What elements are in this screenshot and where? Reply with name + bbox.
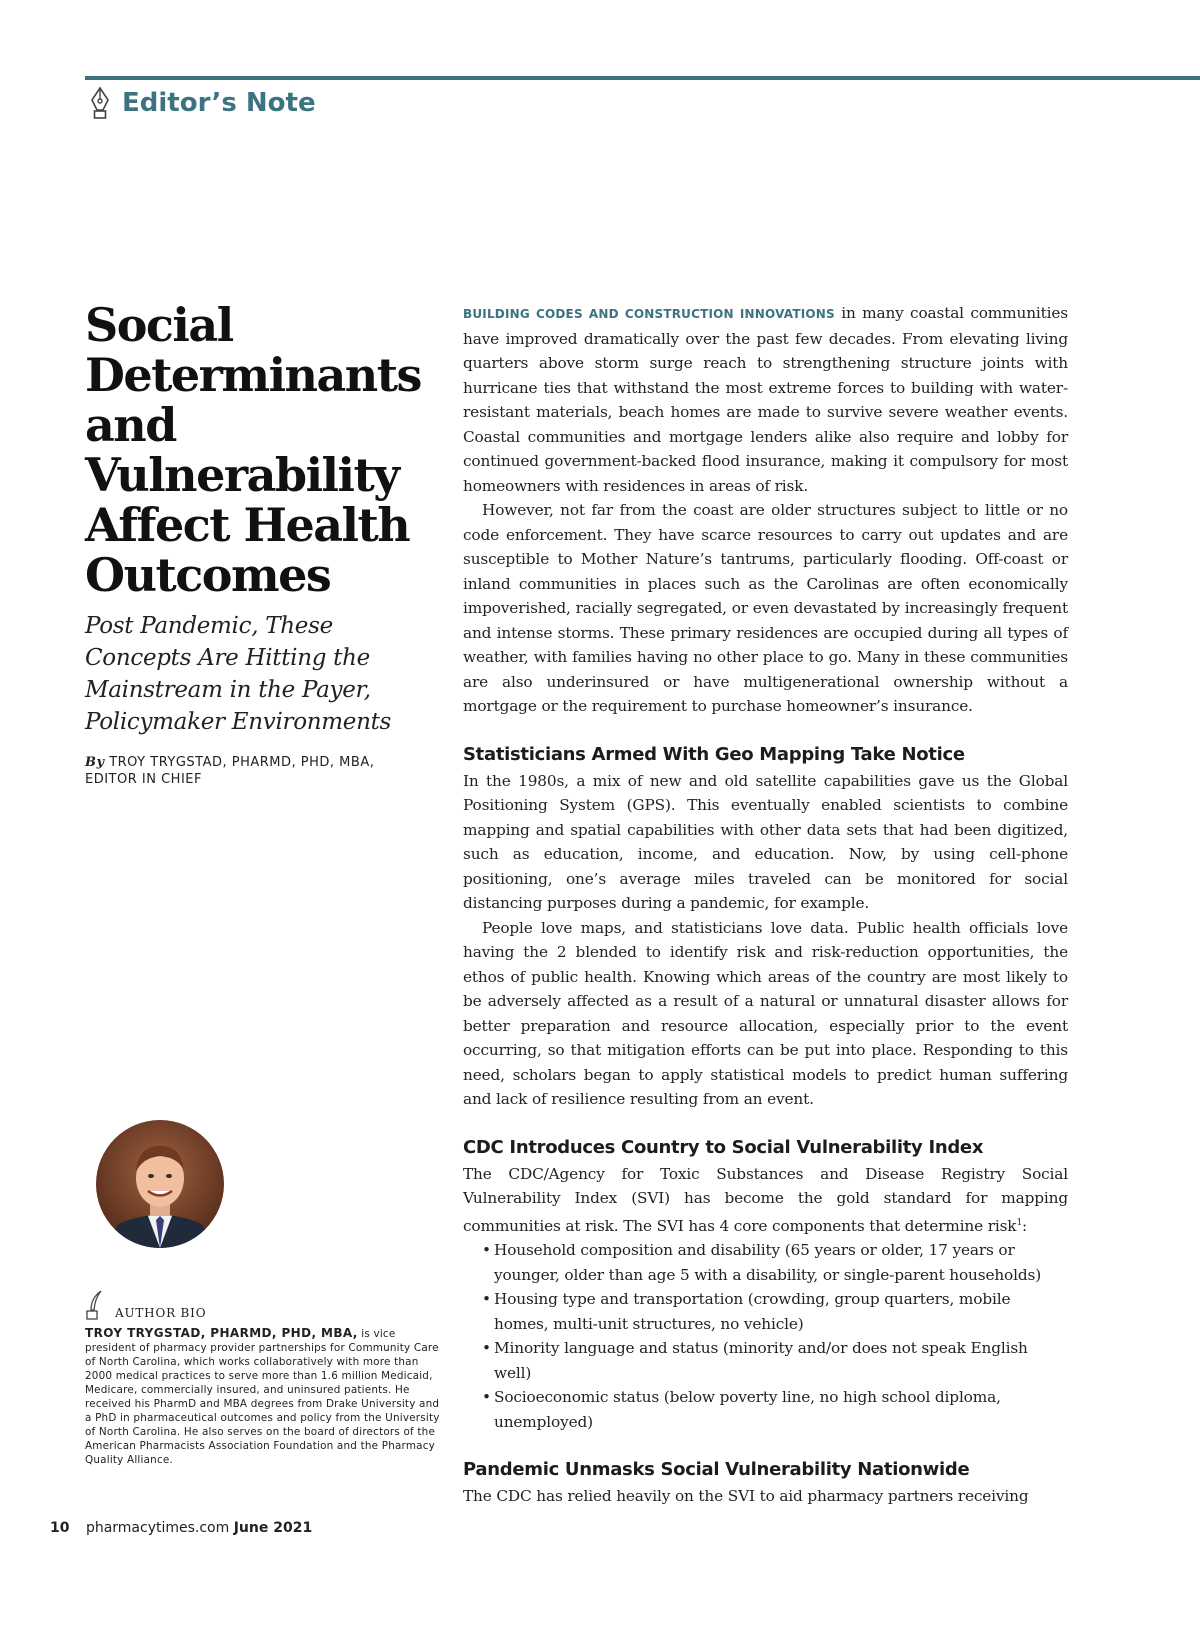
author-bio-text [85,1326,440,1467]
byline-prefix: By [85,755,105,770]
header-rule [85,76,1200,80]
author-bio-name: TROY TRYGSTAD, PHARMD, PHD, MBA, [85,1326,358,1340]
byline-author: TROY TRYGSTAD, PHARMD, PHD, MBA, [109,755,375,770]
heading-svi: CDC Introduces Country to Social Vulnerability Index [463,1136,984,1158]
article-subtitle: Post Pandemic, These Concepts Are Hitting the Mainstream in the Payer, Policymaker Environments [85,613,392,735]
heading-geo-mapping: Statisticians Armed With Geo Mapping Take Notice [463,743,965,765]
section-title: Editor’s Note [122,88,316,118]
byline-role: EDITOR IN CHIEF [85,772,202,787]
paragraph-4: People love maps, and statisticians love data. Public health officials love having the 2 blended to identify risk and risk-reduction opportunities, the ethos of public health. Knowing which areas of the country are most likely to be adversely affected as a result of a natural or unnatural disaster allows for better preparation and resource allocation, especially prior to the event occurring, so that mitigation efforts can be put into place. Responding to this need, scholars began to apply statistical models to predict human suffering and lack of resilience resulting from an event. [463,918,1068,1108]
author-bio-label: AUTHOR BIO [115,1306,207,1320]
footer-site: pharmacytimes.com [85,1520,230,1536]
heading-pandemic: Pandemic Unmasks Social Vulnerability Nationwide [463,1459,970,1481]
byline [85,754,445,788]
list-item: • Socioeconomic status (below poverty line, no high school diploma, unemployed) [482,1385,1068,1434]
paragraph-5-text: The CDC/Agency for Toxic Substances and Disease Registry Social Vulnerability Index (SVI) has become the gold standard for mapping communities at risk. The SVI has 4 core components that determine risk [463,1164,1068,1235]
pen-nib-icon [88,86,112,120]
author-bio-header [85,1290,440,1320]
paragraph-2: However, not far from the coast are older structures subject to little or no code enforcement. They have scarce resources to carry out updates and are susceptible to Mother Nature’s tantrums, particularly flooding. Off-coast or inland communities in places such as the Carolinas are often economically impoverished, racially segregated, or even devastated by increasingly frequent and intense storms. These primary residences are occupied during all types of weather, with families having no other place to go. Many in these communities are also underinsured or have multigenerational ownership without a mortgage or the requirement to purchase homeowner’s insurance. [463,501,1068,715]
list-item: • Minority language and status (minority and/or does not speak English well) [482,1336,1068,1385]
article-body [463,301,1068,1509]
author-bio [85,1290,440,1467]
footer-issue: June 2021 [233,1520,313,1536]
page-number: 10 [50,1520,70,1536]
footnote-ref: 1 [1016,1217,1023,1228]
list-item: • Housing type and transportation (crowding, group quarters, mobile homes, multi-unit structures, no vehicle) [482,1287,1068,1336]
svi-components-list [463,1238,1068,1434]
paragraph-5-end: : [1022,1216,1028,1235]
paragraph-5 [463,1162,1068,1239]
page-footer [50,1520,312,1536]
paragraph-6: The CDC has relied heavily on the SVI to aid pharmacy partners receiving [463,1487,1029,1506]
section-header [88,86,316,120]
quill-icon [85,1290,105,1320]
title-column [85,300,445,788]
list-item: • Household composition and disability (65 years or older, 17 years or younger, older than age 5 with a disability, or single-parent households) [482,1238,1068,1287]
paragraph-3: In the 1980s, a mix of new and old satellite capabilities gave us the Global Positioning System (GPS). This eventually enabled scientists to combine mapping and spatial capabilities with other data sets that had been digitized, such as education, income, and education. Now, by using cell-phone positioning, one’s average miles traveled can be monitored for social distancing purposes during a pandemic, for example. [463,771,1068,912]
author-photo [96,1120,224,1248]
author-bio-body: is vice president of pharmacy provider partnerships for Community Care of North Carolina, which works collaboratively with more than 2000 medical practices to serve more than 1.6 million Medicaid, Medicare, commercially insured, and uninsured patients. He received his PharmD and MBA degrees from Drake University and a PhD in pharmaceutical outcomes and policy from the University of North Carolina. He also serves on the board of directors of the American Pharmacists Association Foundation and the Pharmacy Quality Alliance. [85,1328,440,1466]
article-title: Social Determinants and Vulnerability Affect Health Outcomes [85,298,421,602]
lead-in: BUILDING CODES AND CONSTRUCTION INNOVATIONS [463,307,835,321]
paragraph-1 [463,301,1068,498]
paragraph-1-text: in many coastal communities have improved dramatically over the past few decades. From elevating living quarters above storm surge reach to strengthening structure joints with hurricane ties that withstand the most extreme forces to building with water-resistant materials, beach homes are made to survive severe weather events. Coastal communities and mortgage lenders alike also require and lobby for continued government-backed flood insurance, making it compulsory for most homeowners with residences in areas of risk. [463,304,1068,495]
